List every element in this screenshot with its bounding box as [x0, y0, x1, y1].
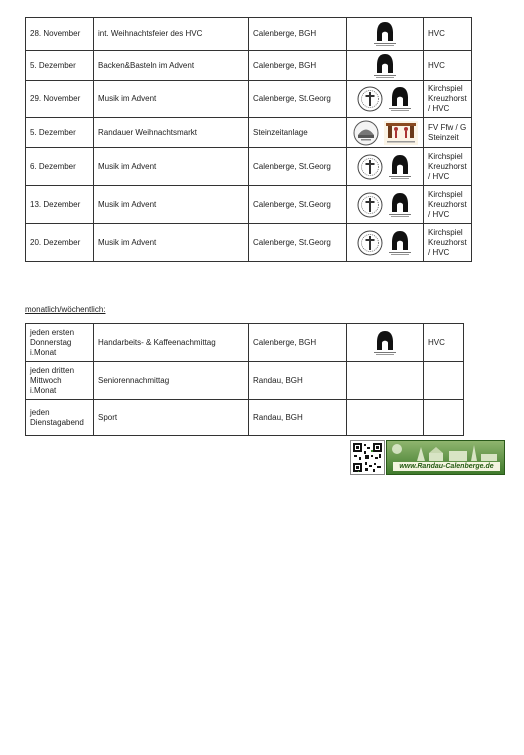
recurring-title: Seniorennachmittag	[94, 362, 249, 400]
event-row	[26, 81, 472, 118]
logo-cell	[347, 51, 424, 81]
logo-cell	[347, 224, 424, 262]
recurring-when: jeden dritten Mittwoch i.Monat	[26, 362, 94, 400]
hvc-logo	[371, 53, 399, 79]
logo-cell	[347, 400, 424, 436]
event-date: 5. Dezember	[26, 51, 94, 81]
hvc-logo	[386, 230, 414, 256]
event-title: Backen&Basteln im Advent	[94, 51, 249, 81]
event-title: Randauer Weihnachtsmarkt	[94, 118, 249, 148]
recurring-organizer	[424, 362, 464, 400]
qr-code-icon	[350, 440, 385, 475]
event-date: 20. Dezember	[26, 224, 94, 262]
event-title: Musik im Advent	[94, 224, 249, 262]
event-organizer: HVC	[424, 18, 472, 51]
event-title: int. Weihnachtsfeier des HVC	[94, 18, 249, 51]
event-location: Calenberge, St.Georg	[249, 186, 347, 224]
event-date: 29. November	[26, 81, 94, 118]
event-row	[26, 118, 472, 148]
website-url: www.Randau-Calenberge.de	[393, 462, 500, 471]
event-organizer: Kirchspiel Kreuzhorst / HVC	[424, 224, 472, 262]
steinzeit-logo	[383, 120, 419, 146]
recurring-when: jeden ersten Donnerstag i.Monat	[26, 324, 94, 362]
recurring-row	[26, 324, 464, 362]
church-seal	[357, 192, 383, 218]
recurring-events-table	[25, 323, 464, 436]
recurring-when: jeden Dienstagabend	[26, 400, 94, 436]
hvc-logo	[386, 154, 414, 180]
event-row	[26, 186, 472, 224]
recurring-location: Randau, BGH	[249, 400, 347, 436]
recurring-title: Handarbeits- & Kaffeenachmittag	[94, 324, 249, 362]
recurring-location: Randau, BGH	[249, 362, 347, 400]
event-date: 28. November	[26, 18, 94, 51]
recurring-row	[26, 400, 464, 436]
logo-cell	[347, 81, 424, 118]
event-organizer: HVC	[424, 51, 472, 81]
church-seal	[357, 154, 383, 180]
event-location: Calenberge, St.Georg	[249, 148, 347, 186]
monthly-heading: monatlich/wöchentlich:	[25, 305, 106, 314]
recurring-location: Calenberge, BGH	[249, 324, 347, 362]
church-seal	[357, 230, 383, 256]
event-title: Musik im Advent	[94, 148, 249, 186]
hvc-logo	[386, 192, 414, 218]
recurring-organizer: HVC	[424, 324, 464, 362]
logo-cell	[347, 186, 424, 224]
recurring-organizer	[424, 400, 464, 436]
event-row	[26, 224, 472, 262]
event-location: Calenberge, BGH	[249, 51, 347, 81]
hvc-logo	[371, 21, 399, 47]
event-organizer: FV Ffw / G Steinzeit	[424, 118, 472, 148]
hvc-logo	[386, 86, 414, 112]
recurring-row	[26, 362, 464, 400]
hvc-logo	[371, 330, 399, 356]
logo-cell	[347, 148, 424, 186]
event-date: 6. Dezember	[26, 148, 94, 186]
church-seal	[357, 86, 383, 112]
event-organizer: Kirchspiel Kreuzhorst / HVC	[424, 186, 472, 224]
logo-cell	[347, 18, 424, 51]
event-row	[26, 18, 472, 51]
event-organizer: Kirchspiel Kreuzhorst / HVC	[424, 148, 472, 186]
logo-cell	[347, 118, 424, 148]
event-location: Calenberge, St.Georg	[249, 81, 347, 118]
event-location: Steinzeitanlage	[249, 118, 347, 148]
events-table	[25, 17, 472, 262]
event-date: 5. Dezember	[26, 118, 94, 148]
logo-cell	[347, 362, 424, 400]
event-location: Calenberge, St.Georg	[249, 224, 347, 262]
event-date: 13. Dezember	[26, 186, 94, 224]
event-organizer: Kirchspiel Kreuzhorst / HVC	[424, 81, 472, 118]
event-row	[26, 51, 472, 81]
fire-brigade-logo	[352, 120, 380, 146]
recurring-title: Sport	[94, 400, 249, 436]
logo-cell	[347, 324, 424, 362]
event-title: Musik im Advent	[94, 81, 249, 118]
event-title: Musik im Advent	[94, 186, 249, 224]
website-banner[interactable]	[386, 440, 505, 475]
event-row	[26, 148, 472, 186]
event-location: Calenberge, BGH	[249, 18, 347, 51]
